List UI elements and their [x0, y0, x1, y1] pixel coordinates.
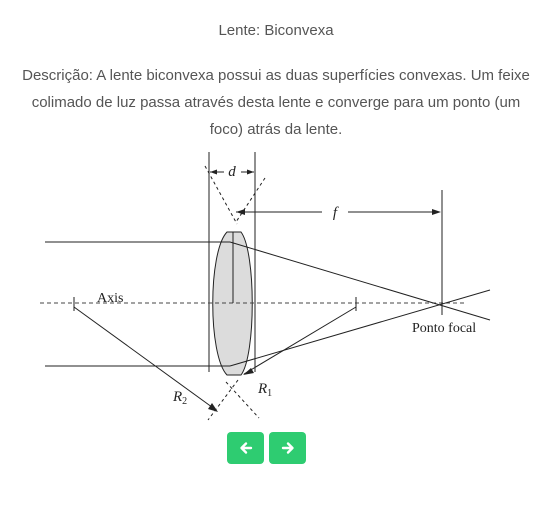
next-button[interactable] [269, 432, 306, 464]
radius1-line [244, 307, 356, 374]
focal-arrow-right [432, 209, 441, 215]
previous-button[interactable] [227, 432, 264, 464]
navigation-bar [227, 432, 306, 464]
radius-dash-bottom-right [226, 382, 259, 418]
radius-dash-bottom-left [208, 380, 238, 420]
thickness-arrow-right [247, 170, 254, 175]
axis-label: Axis [97, 291, 124, 306]
arrow-right-icon [281, 441, 295, 455]
focal-point-label: Ponto focal [412, 321, 477, 336]
thickness-arrow-left [210, 170, 217, 175]
radius2-line [74, 307, 216, 410]
radius-dash-top-right [236, 178, 265, 222]
radius2-arrow [208, 403, 218, 412]
radius1-label: $R_1$ [258, 381, 273, 399]
focal-length-label: f [332, 205, 338, 221]
refracted-ray-top [230, 242, 490, 320]
thickness-label: d [228, 164, 236, 180]
lens-description: Descrição: A lente biconvexa possui as duas superfícies convexas. Um feixe colimado de luz passa através desta lente e converge para um ponto (um foco) atrás da lente. [22, 67, 530, 138]
radius2-label: $R_2$ [173, 389, 188, 407]
arrow-left-icon [239, 441, 253, 455]
page-title: Lente: Biconvexa [218, 22, 334, 39]
